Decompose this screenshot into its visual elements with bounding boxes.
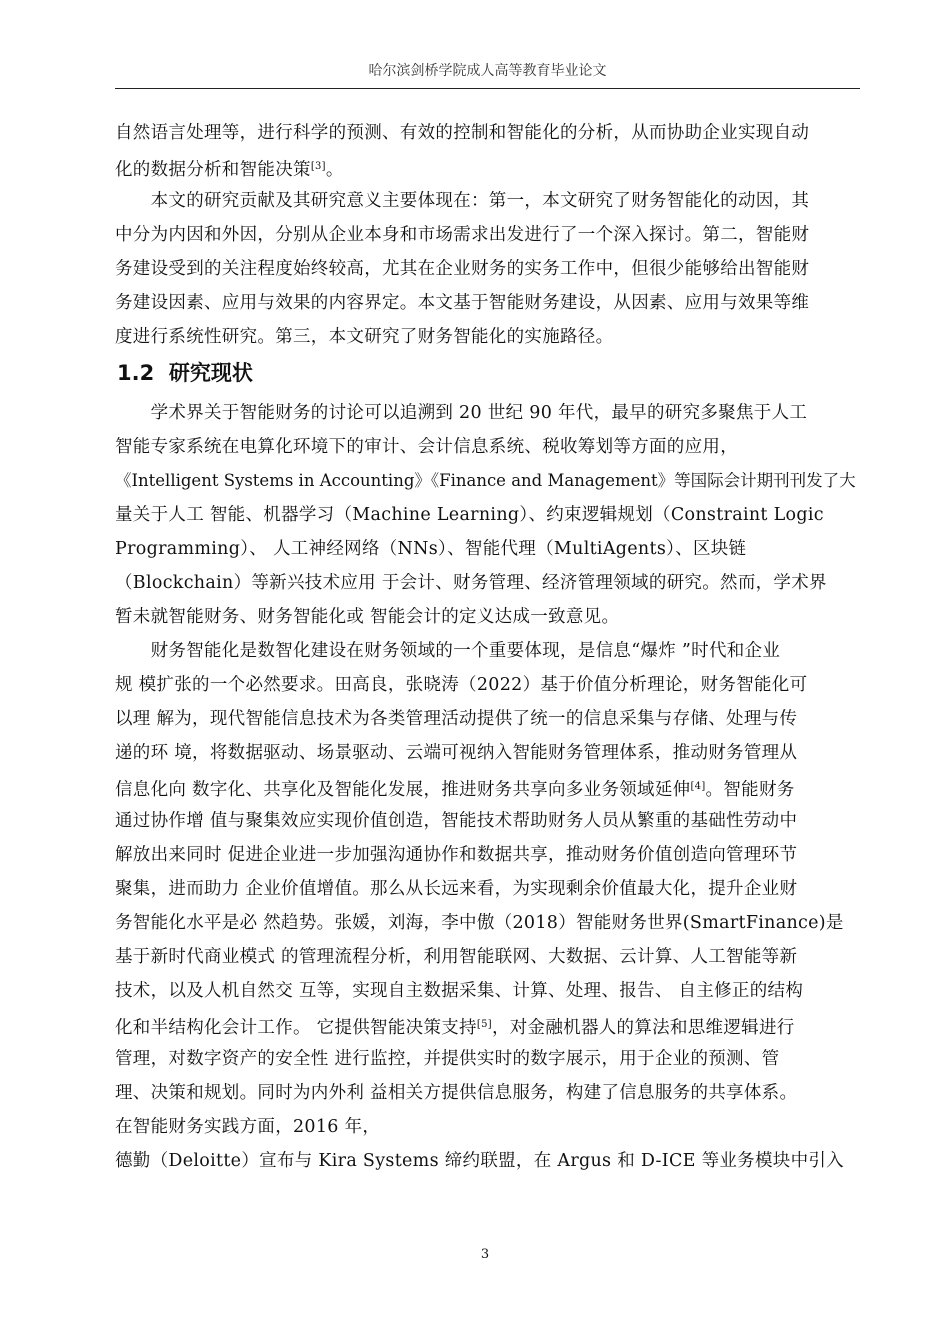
body-line: 理、决策和规划。同时为内外利 益相关方提供信息服务，构建了信息服务的共享体系。 — [115, 1083, 798, 1103]
body-line: 技术，以及人机自然交 互等，实现自主数据采集、计算、处理、报告、 自主修正的结构 — [115, 981, 804, 1001]
citation-ref: [5] — [476, 1019, 492, 1030]
body-line: 智能专家系统在电算化环境下的审计、会计信息系统、税收筹划等方面的应用， — [115, 437, 738, 457]
citation-ref: [4] — [690, 781, 706, 792]
body-line: 财务智能化是数智化建设在财务领域的一个重要体现，是信息“爆炸 ”时代和企业 — [115, 641, 781, 661]
header-divider — [115, 88, 860, 89]
body-line: 学术界关于智能财务的讨论可以追溯到 20 世纪 90 年代，最早的研究多聚焦于人工 — [115, 403, 808, 423]
body-line: 中分为内因和外因，分别从企业本身和市场需求出发进行了一个深入探讨。第二，智能财 — [115, 225, 810, 245]
body-line: 务建设受到的关注程度始终较高，尤其在企业财务的实务工作中，但很少能够给出智能财 — [115, 259, 810, 279]
body-line: 规 模扩张的一个必然要求。田高良，张晓涛（2022）基于价值分析理论，财务智能化可 — [115, 675, 808, 695]
body-line: 解放出来同时 促进企业进一步加强沟通协作和数据共享，推动财务价值创造向管理环节 — [115, 845, 798, 865]
body-line: 聚集，进而助力 企业价值增值。那么从长远来看，为实现剩余价值最大化，提升企业财 — [115, 879, 798, 899]
body-line: 化和半结构化会计工作。 它提供智能决策支持[5]，对金融机器人的算法和思维逻辑进行 — [115, 1018, 795, 1038]
body-line: 通过协作增 值与聚集效应实现价值创造，智能技术帮助财务人员从繁重的基础性劳动中 — [115, 811, 798, 831]
body-line: 本文的研究贡献及其研究意义主要体现在：第一，本文研究了财务智能化的动因，其 — [115, 191, 810, 211]
body-line: 量关于人工 智能、机器学习（Machine Learning）、约束逻辑规划（Constraint Logic — [115, 505, 824, 525]
body-line: （Blockchain）等新兴技术应用 于会计、财务管理、经济管理领域的研究。然而，学术界 — [115, 573, 827, 593]
body-line: 德勤（Deloitte）宣布与 Kira Systems 缔约联盟，在 Argus 和 D-ICE 等业务模块中引入 — [115, 1151, 844, 1171]
section-heading: 1.2 研究现状 — [117, 361, 253, 385]
body-line: 自然语言处理等，进行科学的预测、有效的控制和智能化的分析，从而协助企业实现自动 — [115, 123, 810, 143]
body-line: 递的环 境，将数据驱动、场景驱动、云端可视纳入智能财务管理体系，推动财务管理从 — [115, 743, 798, 763]
body-line: 《Intelligent Systems in Accounting》《Finance and Management》等国际会计期刊刊发了大 — [115, 471, 856, 490]
citation-ref: [3] — [310, 161, 326, 172]
body-line: 暂未就智能财务、财务智能化或 智能会计的定义达成一致意见。 — [115, 607, 620, 627]
body-line: 在智能财务实践方面，2016 年， — [115, 1117, 381, 1137]
body-line: 务建设因素、应用与效果的内容界定。本文基于智能财务建设，从因素、应用与效果等维 — [115, 293, 810, 313]
body-line: 管理，对数字资产的安全性 进行监控，并提供实时的数字展示，用于企业的预测、管 — [115, 1049, 780, 1069]
page-header: 哈尔滨剑桥学院成人高等教育毕业论文 — [368, 63, 607, 79]
body-line: 化的数据分析和智能决策[3]。 — [115, 160, 344, 180]
body-line: Programming）、 人工神经网络（NNs）、智能代理（MultiAgents）、区块链 — [115, 539, 747, 559]
body-line: 信息化向 数字化、共享化及智能化发展，推进财务共享向多业务领域延伸[4]。智能财务 — [115, 780, 795, 800]
body-line: 务智能化水平是必 然趋势。张媛，刘海，李中傲（2018）智能财务世界(SmartFinance)是 — [115, 913, 844, 933]
page-number: 3 — [480, 1247, 490, 1262]
body-line: 以理 解为，现代智能信息技术为各类管理活动提供了统一的信息采集与存储、处理与传 — [115, 709, 798, 729]
body-line: 度进行系统性研究。第三，本文研究了财务智能化的实施路径。 — [115, 327, 614, 347]
body-line: 基于新时代商业模式 的管理流程分析，利用智能联网、大数据、云计算、人工智能等新 — [115, 947, 798, 967]
